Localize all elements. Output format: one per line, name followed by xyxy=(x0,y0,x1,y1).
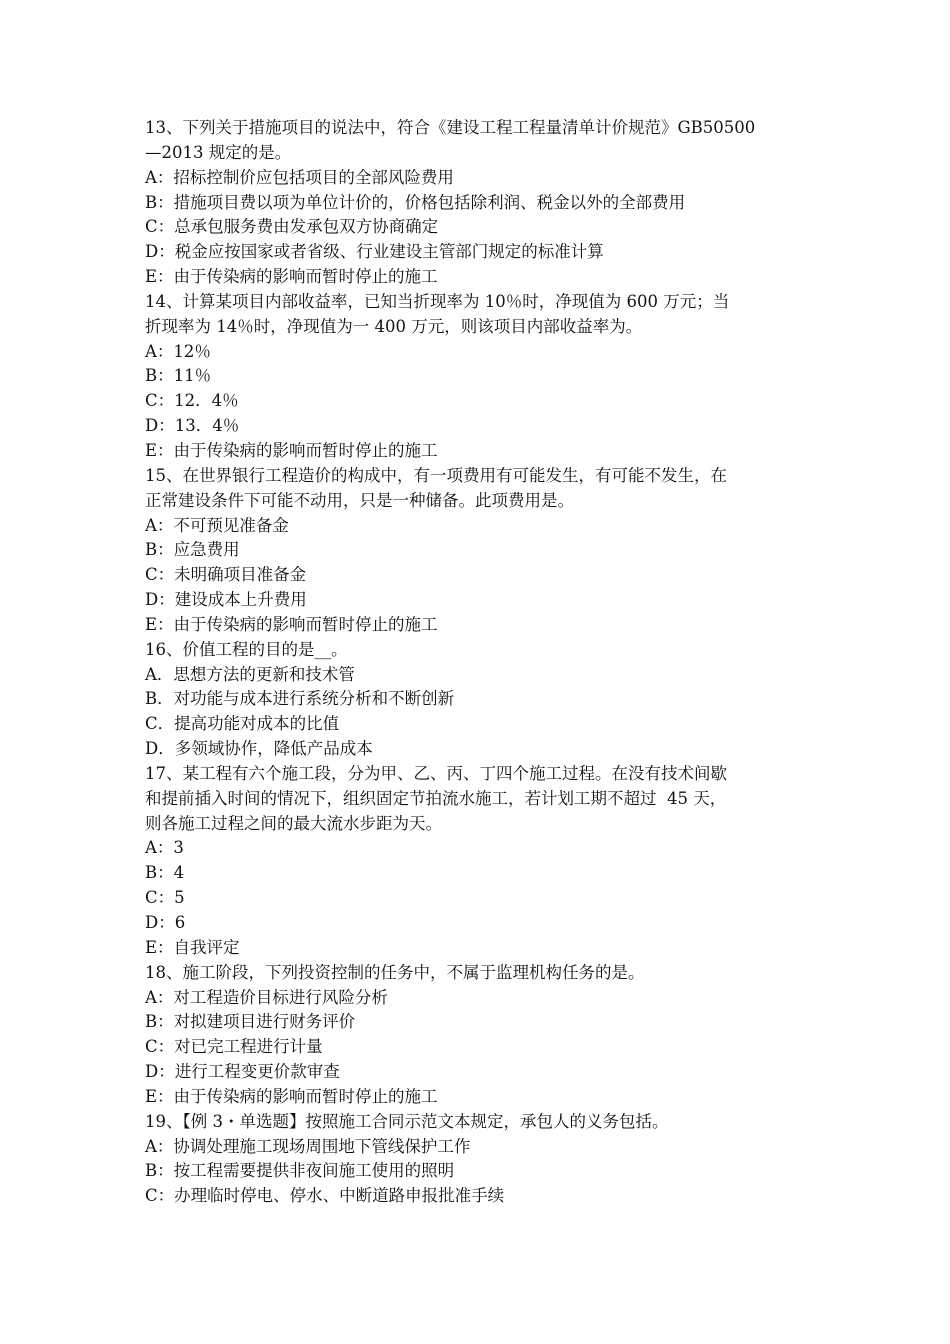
option-a: A：协调处理施工现场周围地下管线保护工作 xyxy=(145,1136,471,1156)
option-a: A．思想方法的更新和技术管 xyxy=(145,664,355,684)
question-stem-line: 13、下列关于措施项目的说法中，符合《建设工程工程量清单计价规范》GB50500 xyxy=(145,118,756,137)
question-stem-line: 折现率为 14％时，净现值为一 400 万元，则该项目内部收益率为。 xyxy=(145,316,643,336)
question-stem-line: 18、施工阶段，下列投资控制的任务中，不属于监理机构任务的是。 xyxy=(145,962,645,982)
option-b: B：11％ xyxy=(145,366,212,386)
option-e: E：由于传染病的影响而暂时停止的施工 xyxy=(145,614,438,634)
question-stem-line: 17、某工程有六个施工段，分为甲、乙、丙、丁四个施工过程。在没有技术间歇 xyxy=(145,763,727,783)
option-c: C：总承包服务费由发承包双方协商确定 xyxy=(145,217,439,237)
option-c: C：对已完工程进行计量 xyxy=(145,1037,323,1057)
question-13 xyxy=(145,116,815,290)
question-14 xyxy=(145,290,815,464)
option-e: E：由于传染病的影响而暂时停止的施工 xyxy=(145,267,438,287)
question-stem-line: 则各施工过程之间的最大流水步距为天。 xyxy=(145,813,442,833)
option-a: A：招标控制价应包括项目的全部风险费用 xyxy=(145,167,454,187)
option-c: C：办理临时停电、停水、中断道路申报批准手续 xyxy=(145,1186,505,1206)
option-d: D：13．4％ xyxy=(145,416,240,436)
question-stem-line: 16、价值工程的目的是__。 xyxy=(145,639,348,659)
question-stem-line: 15、在世界银行工程造价的构成中，有一项费用有可能发生，有可能不发生，在 xyxy=(145,465,727,485)
question-stem-line: 正常建设条件下可能不动用，只是一种储备。此项费用是。 xyxy=(145,490,574,510)
option-b: B：4 xyxy=(145,863,185,883)
option-a: A：12％ xyxy=(145,341,211,361)
option-e: E：由于传染病的影响而暂时停止的施工 xyxy=(145,1086,438,1106)
question-15 xyxy=(145,464,815,638)
option-c: C：未明确项目准备金 xyxy=(145,565,307,585)
option-d: D：6 xyxy=(145,913,186,932)
option-a: A：不可预见准备金 xyxy=(145,515,289,535)
option-c: C：12．4％ xyxy=(145,391,239,411)
option-b: B．对功能与成本进行系统分析和不断创新 xyxy=(145,689,455,709)
question-18 xyxy=(145,961,815,1110)
option-d: D：建设成本上升费用 xyxy=(145,590,307,610)
option-b: B：措施项目费以项为单位计价的，价格包括除利润、税金以外的全部费用 xyxy=(145,192,686,212)
document-page xyxy=(145,116,815,1209)
option-b: B：对拟建项目进行财务评价 xyxy=(145,1012,356,1032)
question-17 xyxy=(145,762,815,961)
question-stem-line: 和提前插入时间的情况下，组织固定节拍流水施工，若计划工期不超过 45 天， xyxy=(145,788,727,808)
option-b: B：应急费用 xyxy=(145,540,240,560)
option-a: A：对工程造价目标进行风险分析 xyxy=(145,987,388,1007)
option-d: D．多领域协作，降低产品成本 xyxy=(145,739,373,759)
option-b: B：按工程需要提供非夜间施工使用的照明 xyxy=(145,1161,455,1181)
question-stem-line: —2013 规定的是。 xyxy=(145,142,292,162)
option-e: E：自我评定 xyxy=(145,937,240,957)
option-a: A：3 xyxy=(145,838,184,858)
option-c: C：5 xyxy=(145,888,185,908)
question-stem-line: 19、【例 3・单选题】按照施工合同示范文本规定，承包人的义务包括。 xyxy=(145,1111,669,1131)
option-e: E：由于传染病的影响而暂时停止的施工 xyxy=(145,440,438,460)
question-stem-line: 14、计算某项目内部收益率，已知当折现率为 10％时，净现值为 600 万元；当 xyxy=(145,291,730,311)
option-d: D：进行工程变更价款审查 xyxy=(145,1062,340,1082)
option-c: C．提高功能对成本的比值 xyxy=(145,714,340,734)
option-d: D：税金应按国家或者省级、行业建设主管部门规定的标准计算 xyxy=(145,242,604,262)
question-16 xyxy=(145,638,815,762)
question-19 xyxy=(145,1110,815,1209)
